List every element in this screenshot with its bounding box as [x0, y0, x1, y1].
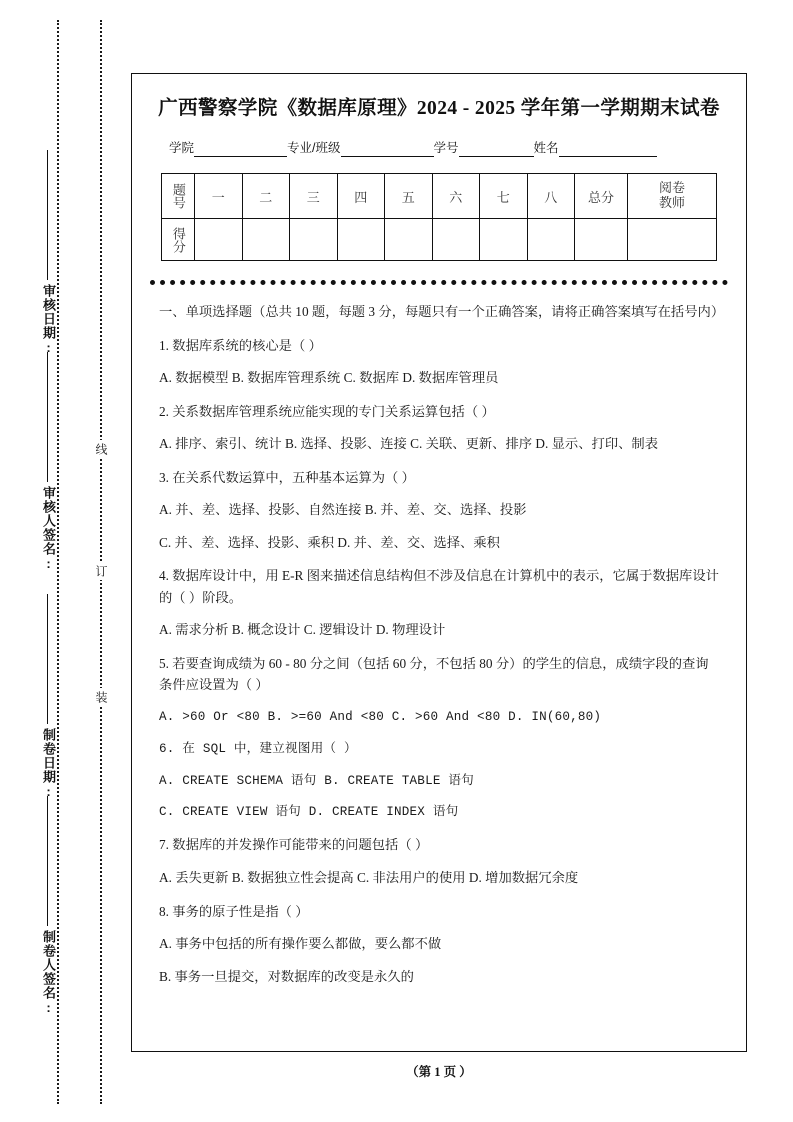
question-4-options: A. 需求分析 B. 概念设计 C. 逻辑设计 D. 物理设计 [159, 622, 446, 638]
paper-maker-signature-rule [47, 796, 48, 926]
review-date-label: 审核日期: [41, 284, 56, 356]
fold-mark-ding: 订 [92, 562, 110, 580]
binding-margin [0, 0, 131, 1122]
row-header-score: 得分 [162, 219, 195, 261]
student-id-input[interactable] [459, 141, 534, 157]
col-header-total: 总分 [575, 174, 628, 219]
reviewer-signature-label: 审核人签名: [41, 486, 56, 572]
fold-mark-xian: 线 [92, 440, 110, 458]
question-6-options-ab: A. CREATE SCHEMA 语句 B. CREATE TABLE 语句 [159, 773, 474, 788]
col-header-2: 二 [242, 174, 290, 219]
table-row-question-numbers [162, 174, 717, 219]
question-1-options: A. 数据模型 B. 数据库管理系统 C. 数据库 D. 数据库管理员 [159, 370, 499, 386]
question-8-stem: 8. 事务的原子性是指（ ） [159, 903, 309, 919]
score-cell-3[interactable] [290, 219, 338, 261]
score-cell-total[interactable] [575, 219, 628, 261]
question-6-stem: 6. 在 SQL 中，建立视图用（ ） [159, 742, 357, 757]
question-2-stem: 2. 关系数据库管理系统应能实现的专门关系运算包括（ ） [159, 403, 495, 419]
question-8-option-a: A. 事务中包括的所有操作要么都做，要么都不做 [159, 936, 442, 952]
major-class-input[interactable] [341, 141, 434, 157]
page-title: 广西警察学院《数据库原理》2024 - 2025 学年第一学期期末试卷 [158, 98, 720, 119]
dotted-separator [150, 275, 728, 285]
student-info-line [169, 138, 725, 157]
question-5-options: A. >60 Or <80 B. >=60 And <80 C. >60 And <80 D. IN(60,80) [159, 709, 602, 724]
question-7-stem: 7. 数据库的并发操作可能带来的问题包括（ ） [159, 837, 429, 853]
col-header-4: 四 [337, 174, 385, 219]
major-class-field[interactable] [287, 138, 433, 157]
college-field[interactable] [169, 138, 287, 157]
col-header-5: 五 [385, 174, 433, 219]
paper-made-date-rule [47, 594, 48, 724]
college-label: 学院 [169, 141, 195, 155]
col-header-7: 七 [480, 174, 528, 219]
paper-maker-signature-label: 制卷人签名: [41, 930, 56, 1016]
student-name-label: 姓名 [533, 141, 559, 155]
paper-made-date-label: 制卷日期: [41, 728, 56, 800]
score-cell-8[interactable] [527, 219, 575, 261]
row-header-question-number: 题号 [162, 174, 195, 219]
college-input[interactable] [194, 141, 287, 157]
question-2-options: A. 排序、索引、统计 B. 选择、投影、连接 C. 关联、更新、排序 D. 显示、打印、制表 [159, 436, 659, 452]
score-cell-1[interactable] [195, 219, 243, 261]
section-heading: 一、单项选择题（总共 10 题，每题 3 分，每题只有一个正确答案，请将正确答案填写在括号内） [159, 304, 725, 319]
score-cell-7[interactable] [480, 219, 528, 261]
student-id-label: 学号 [433, 141, 459, 155]
score-table [161, 173, 717, 261]
score-cell-4[interactable] [337, 219, 385, 261]
score-cell-6[interactable] [432, 219, 480, 261]
page-footer: （第 1 页 ） [406, 1065, 472, 1079]
question-6-options-cd: C. CREATE VIEW 语句 D. CREATE INDEX 语句 [159, 805, 459, 820]
question-body [159, 301, 725, 987]
student-id-field[interactable] [434, 138, 534, 157]
grader-label-line1: 阅卷 [658, 180, 685, 196]
question-4-stem: 4. 数据库设计中，用 E-R 图来描述信息结构但不涉及信息在计算机中的表示，它属于数据库设计的（ ）阶段。 [159, 568, 719, 605]
question-3-options-ab: A. 并、差、选择、投影、自然连接 B. 并、差、交、选择、投影 [159, 502, 527, 518]
exam-paper-frame [131, 73, 747, 1052]
grader-label-line2: 教师 [658, 195, 685, 210]
table-row-scores [162, 219, 717, 261]
student-name-input[interactable] [559, 141, 657, 157]
question-3-stem: 3. 在关系代数运算中，五种基本运算为（ ） [159, 469, 415, 485]
col-header-1: 一 [195, 174, 243, 219]
col-header-3: 三 [290, 174, 338, 219]
fold-mark-zhuang: 装 [92, 688, 110, 706]
question-1-stem: 1. 数据库系统的核心是（ ） [159, 337, 322, 353]
major-class-label: 专业/班级 [287, 141, 341, 155]
review-date-rule [47, 150, 48, 280]
student-name-field[interactable] [534, 138, 657, 157]
col-header-grader [628, 174, 717, 219]
question-3-options-cd: C. 并、差、选择、投影、乘积 D. 并、差、交、选择、乘积 [159, 534, 500, 550]
score-cell-2[interactable] [242, 219, 290, 261]
question-5-stem: 5. 若要查询成绩为 60 - 80 分之间（包括 60 分，不包括 80 分）的学生的信息，成绩字段的查询条件应设置为（ ） [159, 655, 709, 693]
question-7-options: A. 丢失更新 B. 数据独立性会提高 C. 非法用户的使用 D. 增加数据冗余度 [159, 870, 579, 885]
reviewer-signature-rule [47, 352, 48, 482]
score-cell-grader[interactable] [628, 219, 717, 261]
question-8-option-b: B. 事务一旦提交，对数据库的改变是永久的 [159, 968, 414, 984]
col-header-6: 六 [432, 174, 480, 219]
col-header-8: 八 [527, 174, 575, 219]
score-cell-5[interactable] [385, 219, 433, 261]
